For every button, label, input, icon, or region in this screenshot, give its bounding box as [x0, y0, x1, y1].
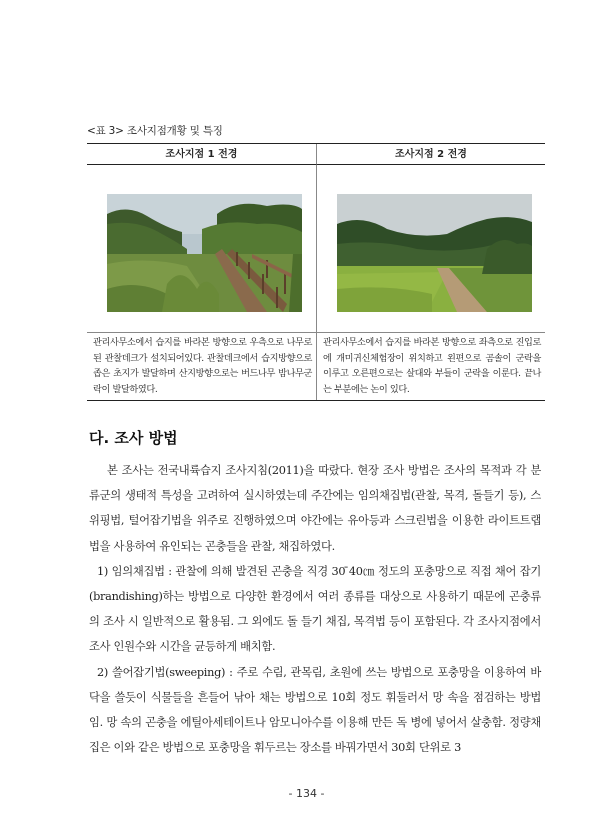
photo-cell-site-2: [316, 165, 545, 333]
table-photo-row: [87, 165, 545, 333]
description-site-2: 관리사무소에서 습지를 바라본 방향으로 좌측으로 진입로에 개미귀신체험장이 위치하고 왼편으로 곰솔이 군락을 이루고 오른편으로는 살대와 부들이 군락을 이룬다. 끝나는 부분에는 논이 있다.: [316, 333, 545, 400]
photo-cell-site-1: [87, 165, 316, 333]
site-1-photo: [107, 194, 302, 312]
table-description-row: [87, 333, 545, 400]
page-number: - 134 -: [288, 787, 325, 800]
section-body: [89, 458, 541, 760]
description-site-1: 관리사무소에서 습지를 바라본 방향으로 우측으로 나무로 된 관찰데크가 설치되어있다. 관찰데크에서 습지방향으로 좁은 초지가 발달하며 산지방향으로는 버드나무 밤나무군락이 발달하였다.: [93, 337, 312, 395]
paragraph-method-1: 1) 임의채집법 : 관찰에 의해 발견된 곤충을 직경 30 ̄40㎝ 정도의 포충망으로 직접 채어 잡기(brandishing)하는 방법으로 다양한 환경에서 여러 종류를 대상으로 사용하기 때문에 곤충류의 조사 시 일반적으로 활용됨. 그 외에도 돌 들기 채집, 목격법 등이 포함된다. 각 조사지점에서 조사 인원수와 시간을 균등하게 배치함.: [89, 564, 541, 654]
survey-site-table: [87, 143, 545, 401]
header-site-1: 조사지점 1 전경: [87, 144, 316, 165]
paragraph-intro: 본 조사는 전국내륙습지 조사지침(2011)을 따랐다. 현장 조사 방법은 조사의 목적과 각 분류군의 생태적 특성을 고려하여 실시하였는데 주간에는 임의채집법(관찰, 목격, 돌들기 등), 스위핑법, 털어잡기법을 위주로 진행하였으며 야간에는 유아등과 스크린법을 이용한 라이트트랩법을 사용하여 유인되는 곤충들을 관찰, 채집하였다.: [89, 464, 541, 553]
header-site-2: 조사지점 2 전경: [316, 144, 545, 165]
table-caption: <표 3> 조사지점개황 및 특징: [87, 125, 223, 137]
section-title: 다. 조사 방법: [89, 429, 178, 447]
paragraph-method-2: 2) 쓸어잡기법(sweeping) : 주로 수림, 관목림, 초원에 쓰는 방법으로 포충망을 이용하여 바닥을 쓸듯이 식물들을 흔들어 낚아 채는 방법으로 10회 정도 휘둘러서 망 속을 점검하는 방법임. 망 속의 곤충을 에틸아세테이트나 암모니아수를 이용해 만든 독 병에 넣어서 살충함. 정량채집은 이와 같은 방법으로 포충망을 휘두르는 장소를 바꿔가면서 30회 단위로 3: [89, 665, 541, 755]
site-2-photo: [337, 194, 532, 312]
table-header-row: [87, 144, 545, 165]
